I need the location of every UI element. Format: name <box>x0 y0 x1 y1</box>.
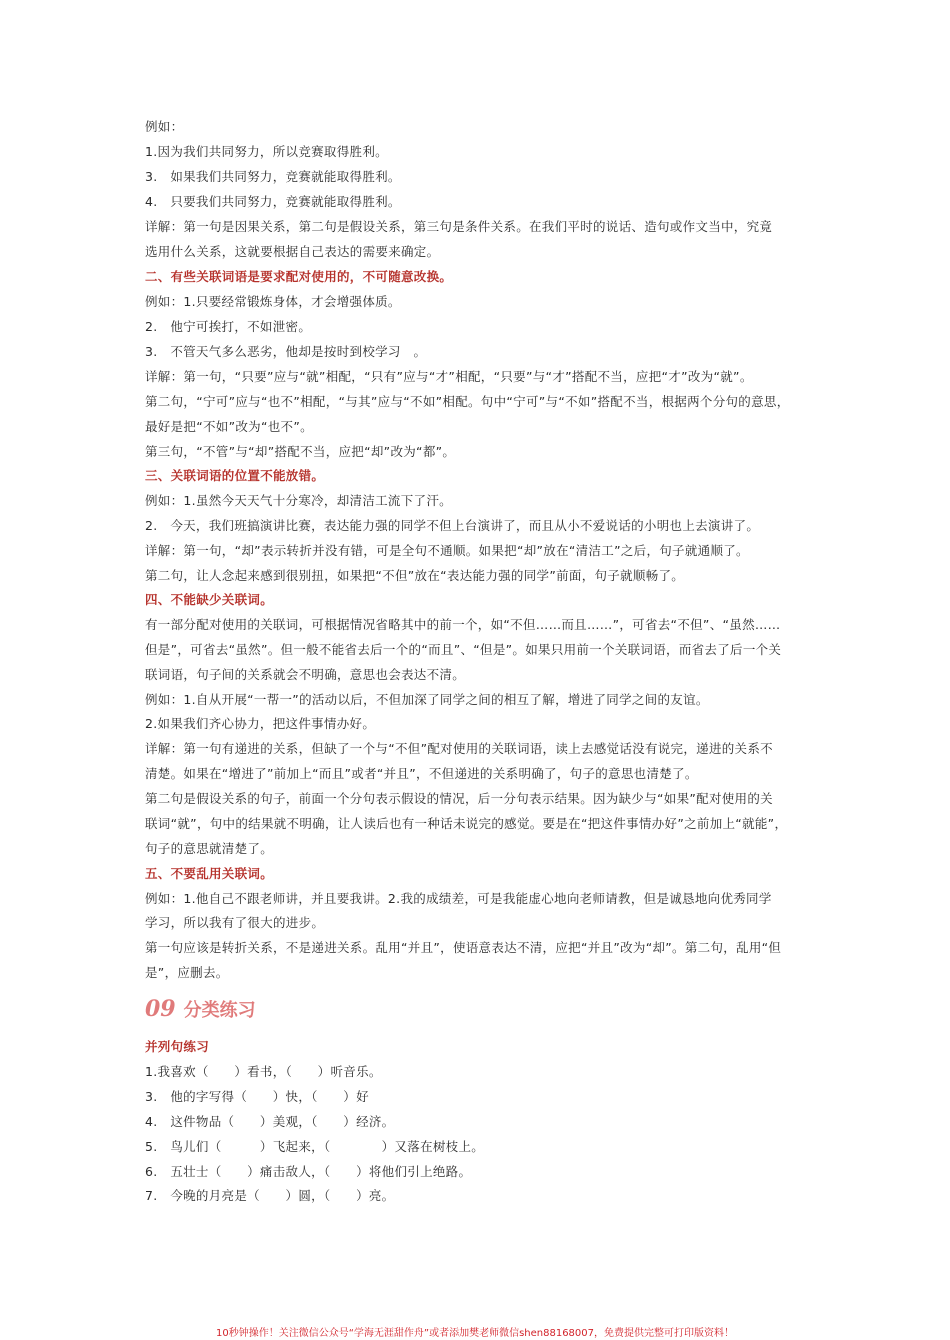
text-line: 第二句，让人念起来感到很别扭，如果把“不但”放在“表达能力强的同学”前面，句子就顺畅了。 <box>145 568 685 583</box>
text-line: 详解：第一句有递进的关系，但缺了一个与“不但”配对使用的关联词语，读上去感觉话没有说完，递进的关系不 <box>145 741 773 756</box>
text-line: 是”，应删去。 <box>145 965 229 980</box>
text-line: 第二句是假设关系的句子，前面一个分句表示假设的情况，后一分句表示结果。因为缺少与“如果”配对使用的关 <box>145 791 773 806</box>
text-line: 联词“就”，句中的结果就不明确，让人读后也有一种话未说完的感觉。要是在“把这件事情办好”之前加上“就能”， <box>145 816 788 831</box>
text-line: 第三句，“不管”与“却”搭配不当，应把“却”改为“都”。 <box>145 444 456 459</box>
text-line: 例如：1.他自己不跟老师讲，并且要我讲。2.我的成绩差，可是我能虚心地向老师请教，但是诚恳地向优秀同学 <box>145 891 772 906</box>
section-title <box>145 996 256 1026</box>
text-line: 第一句应该是转折关系，不是递进关系。乱用“并且”，使语意表达不清，应把“并且”改为“却”。第二句，乱用“但 <box>145 940 782 955</box>
section-title-text: 分类练习 <box>183 1000 256 1021</box>
exercise-item: 5. 鸟儿们（ ）飞起来，（ ）又落在树枝上。 <box>145 1139 485 1154</box>
heading-5: 五、不要乱用关联词。 <box>145 866 274 881</box>
text-line: 清楚。如果在“增进了”前加上“而且”或者“并且”，不但递进的关系明确了，句子的意思也清楚了。 <box>145 766 698 781</box>
footer-notice: 10秒钟操作！关注微信公众号“学海无涯甜作舟”或者添加樊老师微信shen88168007，免费提供完整可打印版资料！ <box>215 1328 735 1339</box>
exercise-item: 7. 今晚的月亮是（ ）圆，（ ）亮。 <box>145 1188 395 1203</box>
text-line: 第二句，“宁可”应与“也不”相配，“与其”应与“不如”相配。句中“宁可”与“不如”搭配不当，根据两个分句的意思， <box>145 394 790 409</box>
exercise-item: 4. 这件物品（ ）美观，（ ）经济。 <box>145 1114 395 1129</box>
section-number: 09 <box>145 996 176 1022</box>
text-line: 1.因为我们共同努力，所以竞赛取得胜利。 <box>145 144 388 159</box>
text-line: 3. 不管天气多么恶劣，他却是按时到校学习 。 <box>145 344 427 359</box>
text-line: 详解：第一句，“只要”应与“就”相配，“只有”应与“才”相配，“只要”与“才”搭配不当，应把“才”改为“就”。 <box>145 369 753 384</box>
example-label: 例如： <box>145 119 184 134</box>
text-line: 但是”，可省去“虽然”。但一般不能省去后一个的“而且”、“但是”。如果只用前一个关联词语，而省去了后一个关 <box>145 642 782 657</box>
exercise-item: 3. 他的字写得（ ）快，（ ）好 <box>145 1089 369 1104</box>
text-line: 详解：第一句，“却”表示转折并没有错，可是全句不通顺。如果把“却”放在“清洁工”之后，句子就通顺了。 <box>145 543 749 558</box>
heading-4: 四、不能缺少关联词。 <box>145 592 274 607</box>
text-line: 例如：1.自从开展“一帮一”的活动以后，不但加深了同学之间的相互了解，增进了同学之间的友谊。 <box>145 692 709 707</box>
text-line: 选用什么关系，这就要根据自己表达的需要来确定。 <box>145 244 440 259</box>
exercise-item: 6. 五壮士（ ）痛击敌人，（ ）将他们引上绝路。 <box>145 1164 472 1179</box>
text-line: 例如：1.只要经常锻炼身体，才会增强体质。 <box>145 294 401 309</box>
text-line: 详解：第一句是因果关系，第二句是假设关系，第三句是条件关系。在我们平时的说话、造句或作文当中，究竟 <box>145 219 773 234</box>
text-line: 4. 只要我们共同努力，竞赛就能取得胜利。 <box>145 194 401 209</box>
text-line: 联词语，句子间的关系就会不明确，意思也会表达不清。 <box>145 667 466 682</box>
text-line: 2. 今天，我们班搞演讲比赛，表达能力强的同学不但上台演讲了，而且从小不爱说话的小明也上去演讲了。 <box>145 518 760 533</box>
exercise-subheading: 并列句练习 <box>145 1039 210 1054</box>
text-line: 3. 如果我们共同努力，竞赛就能取得胜利。 <box>145 169 401 184</box>
text-line: 最好是把“不如”改为“也不”。 <box>145 419 313 434</box>
text-line: 学习，所以我有了很大的进步。 <box>145 915 325 930</box>
heading-2: 二、有些关联词语是要求配对使用的，不可随意改换。 <box>145 269 453 284</box>
heading-3: 三、关联词语的位置不能放错。 <box>145 468 325 483</box>
text-line: 2. 他宁可挨打，不如泄密。 <box>145 319 312 334</box>
exercise-item: 1.我喜欢（ ）看书，（ ）听音乐。 <box>145 1064 382 1079</box>
text-line: 例如：1.虽然今天天气十分寒冷，却清洁工流下了汗。 <box>145 493 452 508</box>
text-line: 有一部分配对使用的关联词，可根据情况省略其中的前一个，如“不但……而且……”，可省去“不但”、“虽然…… <box>145 617 781 632</box>
text-line: 2.如果我们齐心协力，把这件事情办好。 <box>145 716 376 731</box>
text-line: 句子的意思就清楚了。 <box>145 841 274 856</box>
